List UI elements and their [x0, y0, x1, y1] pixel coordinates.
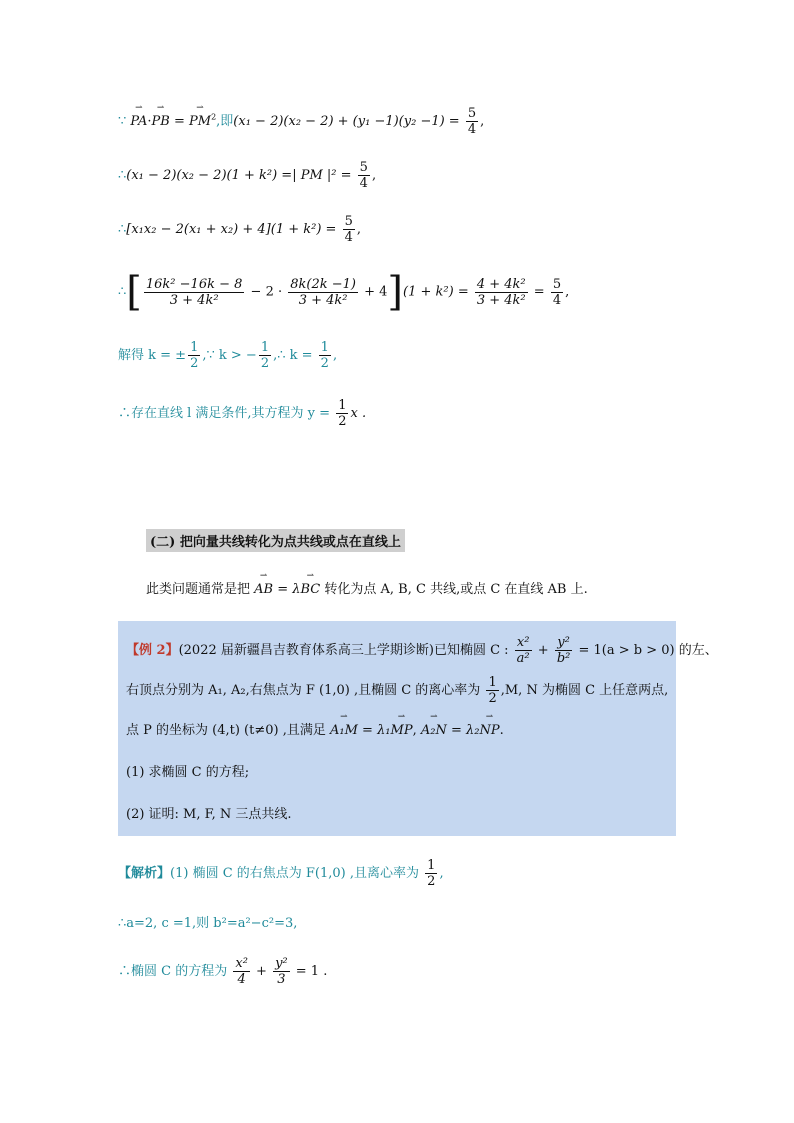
solution-text: ∴椭圆 C 的方程为 [118, 964, 232, 979]
num: 1 [190, 340, 199, 355]
comma: , [439, 866, 444, 881]
example-tag: 【例 2】 [126, 643, 179, 658]
vector-a2n: ⇀ A₂N [421, 723, 447, 738]
right-bracket: ] [387, 269, 404, 315]
den: 4 [237, 972, 246, 987]
equals-lambda: = λ [273, 582, 301, 597]
equals: = [169, 114, 189, 129]
num: 1 [427, 858, 436, 873]
vector-bc: ⇀ BC [301, 582, 321, 597]
vector-pa: ⇀ PA [130, 114, 147, 129]
solution-tag: 【解析】 [118, 866, 171, 881]
fraction-half [259, 340, 271, 371]
den: 2 [488, 691, 497, 706]
fraction-x2-a2 [515, 635, 532, 666]
fraction-3 [475, 277, 528, 308]
num: 1 [260, 340, 270, 355]
fraction-half [425, 858, 437, 889]
equation-line-4 [118, 269, 570, 315]
therefore-symbol: ∴ [118, 168, 127, 183]
intro-text-a: 此类问题通常是把 [146, 582, 255, 597]
question-2: (2) 证明: M, F, N 三点共线. [126, 807, 292, 822]
expr: (x₁ − 2)(x₂ − 2) + (y₁ −1)(y₂ −1) = [233, 114, 464, 129]
fraction-4 [551, 277, 563, 308]
comma: , [356, 222, 361, 237]
dot-op: · [147, 114, 152, 129]
solve-text: 解得 k = ± [118, 348, 187, 363]
den: 3 [277, 972, 286, 987]
x-text: x . [350, 406, 367, 421]
solution-line-2: ∴a=2, c =1,则 b²=a²−c²=3, [118, 916, 298, 931]
vector-ab: ⇀ AB [254, 582, 273, 597]
example-text: = 1(a > b > 0) 的左、 [574, 643, 718, 658]
fraction-half [486, 675, 498, 706]
sep: , [412, 723, 421, 738]
comma: , [565, 284, 570, 300]
plus: + [251, 964, 272, 979]
num: 1 [338, 398, 347, 413]
period: . [499, 723, 504, 738]
minus-two: − 2 · [246, 284, 287, 300]
equals-one: = 1 . [291, 964, 328, 979]
den: 2 [190, 356, 199, 371]
num: y² [275, 956, 288, 971]
den: 3 + 4k² [476, 292, 526, 308]
question-1: (1) 求椭圆 C 的方程; [126, 765, 250, 780]
solution-line-3 [118, 956, 327, 987]
num: x² [235, 956, 248, 971]
num: x² [515, 635, 532, 651]
num: 5 [344, 214, 353, 229]
num: 5 [467, 106, 477, 121]
den: 4 [467, 122, 477, 137]
fraction-x2-4 [233, 956, 250, 987]
equation-line-3 [118, 214, 361, 245]
example-text: ,M, N 为椭圆 C 上任意两点, [500, 683, 669, 698]
vector-pm: ⇀ PM [189, 114, 211, 129]
num: 8k(2k −1) [290, 276, 356, 292]
fraction-5-4 [343, 214, 355, 245]
den: 4 [552, 292, 562, 308]
vector-mp: ⇀ MP [391, 723, 413, 738]
example-text: (2022 届新疆昌吉教育体系高三上学期诊断)已知椭圆 C : [178, 643, 513, 658]
num: 5 [359, 160, 368, 175]
conclusion-line [118, 398, 366, 429]
lambda1: = λ₁ [357, 723, 391, 738]
num: 4 + 4k² [476, 276, 526, 292]
therefore-symbol: ∴ [118, 284, 127, 300]
condition-text: ,∵ k > − [202, 348, 257, 363]
expr: [x₁x₂ − 2(x₁ + x₂) + 4](1 + k²) = [126, 222, 341, 237]
num: 1 [488, 675, 497, 690]
den: 4 [359, 176, 368, 191]
result-text: ,∴ k = [273, 348, 317, 363]
equals: = [529, 284, 549, 300]
vector-a1m: ⇀ A₁M [330, 723, 358, 738]
den: b² [556, 651, 571, 666]
example-text: 右顶点分别为 A₁, A₂,右焦点为 F (1,0) ,且椭圆 C 的离心率为 [126, 683, 485, 698]
example-line-1 [126, 635, 718, 666]
ji-text: ,即 [216, 114, 234, 129]
plus: + [533, 643, 553, 658]
num: 5 [552, 276, 562, 292]
because-symbol: ∵ [118, 114, 127, 129]
solution-text: (1) 椭圆 C 的右焦点为 F(1,0) ,且离心率为 [170, 866, 424, 881]
fraction-5-4 [358, 160, 370, 191]
intro-text-b: 转化为点 A, B, C 共线,或点 C 在直线 AB 上. [320, 582, 588, 597]
expr: (x₁ − 2)(x₂ − 2)(1 + k²) =| PM |² = [126, 168, 356, 183]
num: y² [555, 635, 573, 651]
left-bracket: [ [126, 269, 142, 315]
vector-pb: ⇀ PB [152, 114, 170, 129]
factor: (1 + k²) = [403, 284, 473, 300]
num: 16k² −16k − 8 [145, 276, 243, 292]
fraction-y2-b2 [555, 635, 573, 666]
lambda2: = λ₂ [446, 723, 480, 738]
comma: , [371, 168, 377, 183]
example-text: 点 P 的坐标为 (4,t) (t≠0) ,且满足 [126, 723, 330, 738]
comma: , [332, 348, 338, 363]
num: 1 [320, 340, 329, 355]
den: 2 [338, 414, 347, 429]
den: 2 [260, 356, 270, 371]
fraction-y2-3 [273, 956, 290, 987]
equation-line-1 [118, 106, 484, 137]
fraction-half [336, 398, 348, 429]
square-exp: 2 [211, 112, 217, 122]
fraction-5-4 [466, 106, 478, 137]
equation-line-2 [118, 160, 376, 191]
example-line-3 [126, 719, 504, 738]
fraction-half [188, 340, 200, 371]
solve-k-line [118, 340, 337, 371]
comma: , [480, 114, 485, 129]
den: 3 + 4k² [298, 292, 348, 308]
section-title: (二) 把向量共线转化为点共线或点在直线上 [146, 529, 405, 552]
solution-line-1 [118, 858, 444, 889]
example-line-2 [126, 675, 668, 706]
den: 2 [427, 874, 436, 889]
plus-four: + 4 [359, 284, 388, 300]
fraction-1 [144, 277, 245, 308]
den: 4 [344, 230, 353, 245]
conclusion-text: ∴存在直线 l 满足条件,其方程为 y = [118, 406, 335, 421]
example-box [118, 621, 718, 836]
fraction-2 [288, 277, 358, 308]
den: 3 + 4k² [169, 292, 219, 308]
den: 2 [320, 356, 329, 371]
intro-line [146, 578, 588, 597]
therefore-symbol: ∴ [118, 222, 127, 237]
den: a² [516, 651, 530, 666]
vector-np: ⇀ NP [479, 723, 499, 738]
fraction-half [319, 340, 331, 371]
